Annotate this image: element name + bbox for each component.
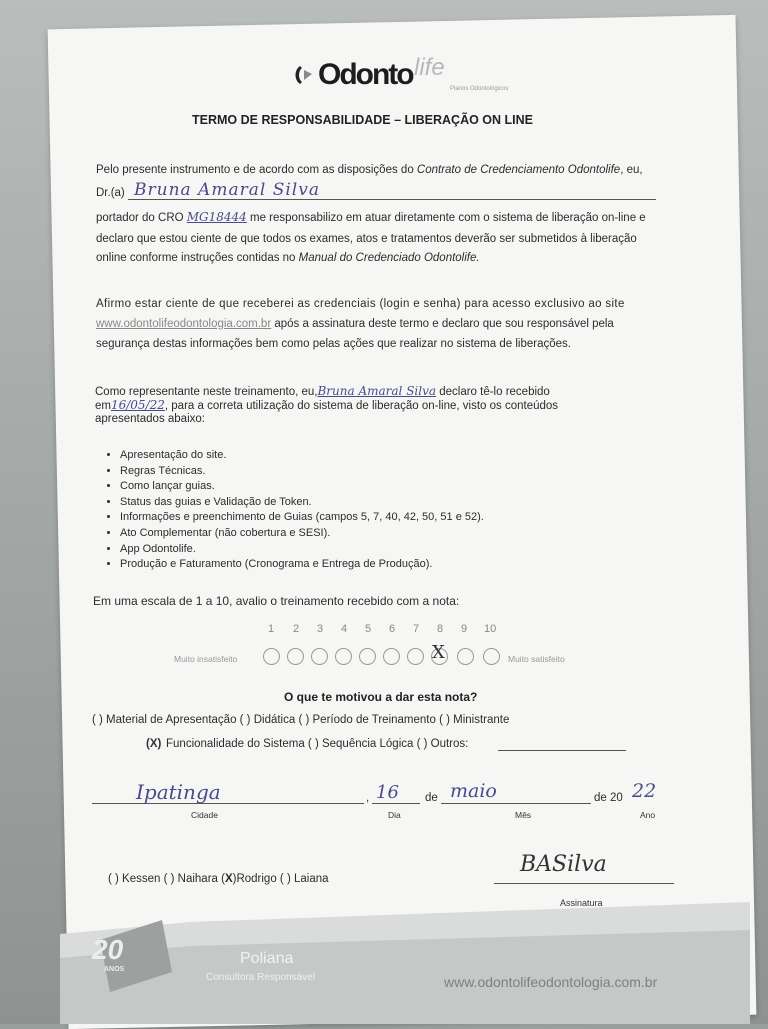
list-item: • Apresentação do site. xyxy=(120,448,484,464)
handwritten-doctor-name: Bruna Amaral Silva xyxy=(134,180,320,200)
list-item: • Produção e Faturamento (Cronograma e Entrega de Produção). xyxy=(120,557,484,573)
para2-line3: segurança destas informações bem como pelas ações que realizar no sistema de liberações. xyxy=(96,338,571,350)
list-item: • App Odontolife. xyxy=(120,542,484,558)
list-item: • Status das guias e Validação de Token. xyxy=(120,495,484,511)
check-mark: X xyxy=(149,738,158,750)
city-caption: Cidade xyxy=(191,810,218,820)
trainers-options[interactable] xyxy=(108,873,329,885)
footer-site: www.odontolifeodontologia.com.br xyxy=(444,974,658,990)
list-item: • Regras Técnicas. xyxy=(120,464,484,480)
scale-number: 3 xyxy=(317,623,324,635)
handwritten-signature: BASilva xyxy=(520,852,607,877)
para1-line3 xyxy=(96,210,646,224)
para2-line2 xyxy=(96,318,614,330)
year-caption: Ano xyxy=(640,810,656,820)
consultant-role: Consultora Responsável xyxy=(206,972,315,983)
comma: , xyxy=(366,792,370,804)
rating-option-1[interactable] xyxy=(263,648,280,665)
cro-label: portador do CRO xyxy=(96,212,187,224)
signature-underline xyxy=(494,883,674,884)
rating-option-7[interactable] xyxy=(407,648,424,665)
manual-name: Manual do Credenciado Odontolife. xyxy=(298,252,480,264)
para3-text: Como representante neste treinamento, eu, xyxy=(95,386,318,398)
dr-label: Dr.(a) xyxy=(96,187,125,199)
rating-option-6[interactable] xyxy=(383,648,400,665)
rating-option-10[interactable] xyxy=(483,648,500,665)
para3-line2-text: , para a correta utilização do sistema de liberação on-line, visto os conteúdos xyxy=(164,400,559,412)
document-title: TERMO DE RESPONSABILIDADE – LIBERAÇÃO ON LINE xyxy=(192,113,533,127)
scale-number: 7 xyxy=(413,623,420,635)
month-underline xyxy=(441,803,591,804)
month-caption: Mês xyxy=(515,810,532,820)
de-label: de xyxy=(425,792,438,804)
topics-list xyxy=(100,448,484,573)
scale-number: 4 xyxy=(341,623,348,635)
para1-text-end: , eu, xyxy=(620,164,643,176)
handwritten-city: Ipatinga xyxy=(136,780,221,804)
rating-selected-mark: X xyxy=(432,642,445,663)
handwritten-year: 22 xyxy=(632,780,657,802)
day-caption: Dia xyxy=(388,810,401,820)
para1-line4: declaro que estou ciente de que todos os exames, atos e tratamentos deverão ser submetidos à liberação xyxy=(96,233,637,245)
city-underline xyxy=(92,803,364,804)
rating-option-3[interactable] xyxy=(311,648,328,665)
trainer-options-b: )Rodrigo ( ) Laiana xyxy=(232,873,329,885)
list-item: • Como lançar guias. xyxy=(120,479,484,495)
para1-text: Pelo presente instrumento e de acordo com as disposições do xyxy=(96,164,417,176)
para1-line3-text: me responsabilizo em atuar diretamente com o sistema de liberação on-line e xyxy=(246,212,646,224)
motivation-options-row1[interactable]: ( ) Material de Apresentação ( ) Didática ( ) Período de Treinamento ( ) Ministrante xyxy=(92,714,510,726)
anniversary-badge-text: ANOS xyxy=(104,966,125,973)
rating-option-9[interactable] xyxy=(457,648,474,665)
scale-low-label: Muito insatisfeito xyxy=(174,654,238,664)
para3-em: em xyxy=(95,400,111,412)
para3-line1 xyxy=(95,384,550,398)
odontolife-logo-icon xyxy=(292,64,314,86)
rating-prompt: Em uma escala de 1 a 10, avalio o treinamento recebido com a nota: xyxy=(93,594,460,608)
logo-brand: Odonto xyxy=(318,58,413,91)
para3-text-end: declaro tê-lo recebido xyxy=(436,386,550,398)
scale-number: 8 xyxy=(437,623,444,635)
contract-name: Contrato de Credenciamento Odontolife xyxy=(416,164,621,176)
scale-number: 5 xyxy=(365,623,372,635)
scale-number: 9 xyxy=(461,623,468,635)
scale-high-label: Muito satisfeito xyxy=(508,654,565,664)
others-underline xyxy=(498,750,626,751)
scale-number: 6 xyxy=(389,623,396,635)
signature-caption: Assinatura xyxy=(560,898,603,908)
para1-line1 xyxy=(96,164,643,176)
rating-option-5[interactable] xyxy=(359,648,376,665)
handwritten-representative-name: Bruna Amaral Silva xyxy=(317,384,437,398)
anniversary-badge-number: 20 xyxy=(92,934,124,965)
motivation-checked-mark: (X) xyxy=(146,738,162,750)
handwritten-day: 16 xyxy=(376,782,399,803)
site-link[interactable]: www.odontolifeodontologia.com.br xyxy=(96,318,272,330)
motivation-options-row2[interactable]: Funcionalidade do Sistema ( ) Sequência Lógica ( ) Outros: xyxy=(166,738,469,750)
handwritten-date: 16/05/22 xyxy=(110,398,165,412)
handwritten-cro: MG18444 xyxy=(186,210,247,224)
scale-number: 2 xyxy=(293,623,300,635)
trainer-options-a: ( ) Kessen ( ) Naihara ( xyxy=(108,873,225,885)
scale-number: 10 xyxy=(484,623,497,635)
rating-option-4[interactable] xyxy=(335,648,352,665)
para3-line2 xyxy=(95,398,558,412)
rating-option-2[interactable] xyxy=(287,648,304,665)
day-underline xyxy=(372,803,420,804)
para3-line3: apresentados abaixo: xyxy=(95,413,205,425)
para2-line2-text: após a assinatura deste termo e declaro que sou responsável pela xyxy=(271,318,614,330)
logo-brand-suffix: life xyxy=(414,54,445,81)
list-item: • Informações e preenchimento de Guias (campos 5, 7, 40, 42, 50, 51 e 52). xyxy=(120,510,484,526)
consultant-name: Poliana xyxy=(240,950,294,967)
scale-number: 1 xyxy=(268,623,275,635)
list-item: • Ato Complementar (não cobertura e SESI). xyxy=(120,526,484,542)
footer-band xyxy=(60,900,750,1024)
handwritten-month: maio xyxy=(450,780,497,802)
logo-tagline: Planos Odontológicos xyxy=(450,86,509,92)
para1-line5 xyxy=(96,252,480,264)
para2-line1: Afirmo estar ciente de que receberei as credenciais (login e senha) para acesso exclusivo ao site xyxy=(96,298,625,310)
trainer-selected-mark: X xyxy=(224,873,233,885)
year-prefix: de 20 xyxy=(594,792,623,804)
para1-line5-text: online conforme instruções contidas no xyxy=(96,252,299,264)
motivation-question: O que te motivou a dar esta nota? xyxy=(284,690,478,704)
